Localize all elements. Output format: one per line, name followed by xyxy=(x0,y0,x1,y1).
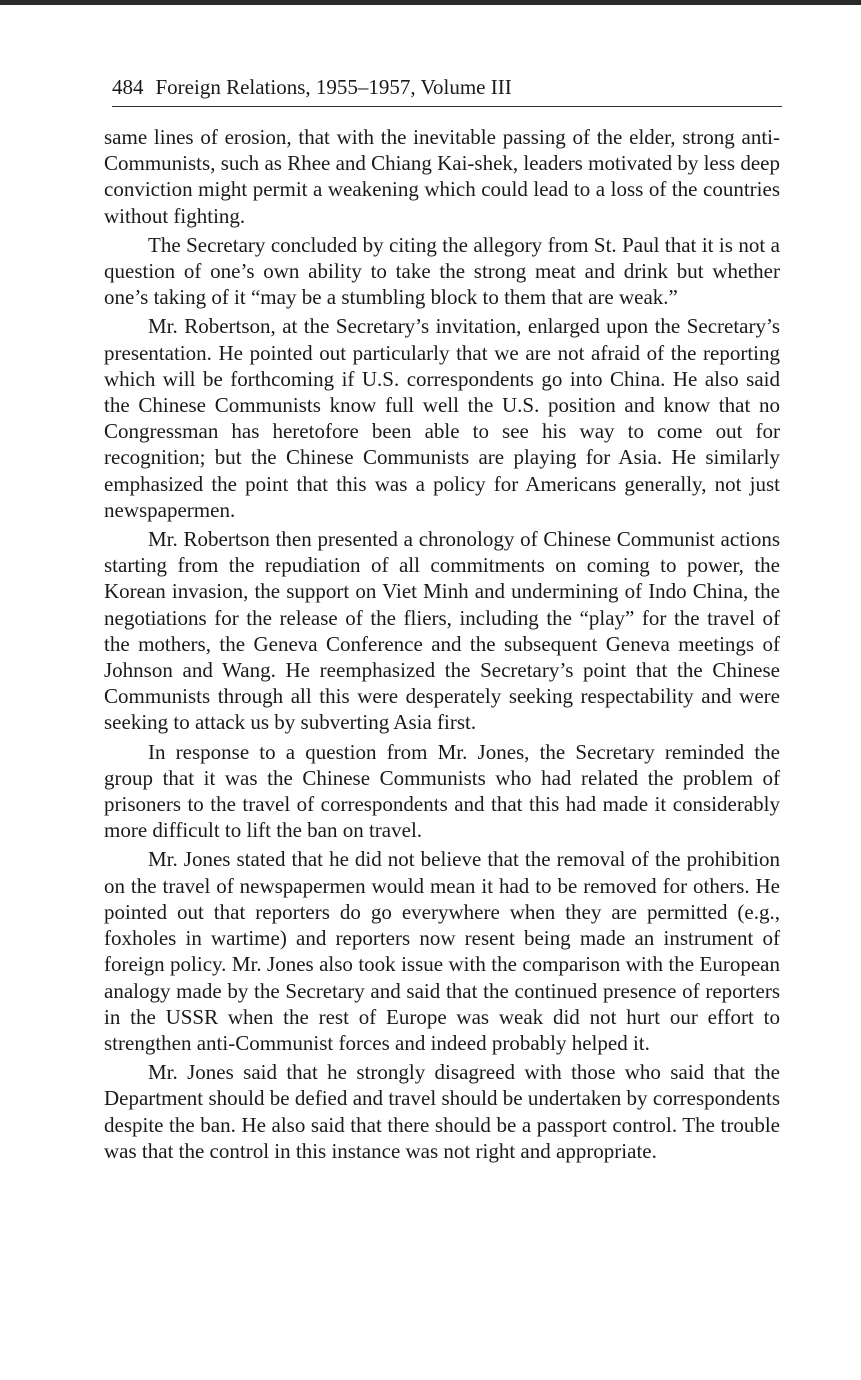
page-number: 484 xyxy=(112,75,144,99)
paragraph: Mr. Robertson, at the Secretary’s invitation, enlarged upon the Secretary’s presentation. He pointed out particularly that we are not afraid of the reporting which will be forthcoming if U.S. correspondents go into China. He also said the Chinese Communists know full well the U.S. position and know that no Congressman has heretofore been able to see his way to come out for recognition; but the Chinese Communists are playing for Asia. He similarly emphasized the point that this was a policy for Americans generally, not just newspapermen. xyxy=(104,314,780,522)
body-text xyxy=(104,124,780,1167)
running-title: Foreign Relations, 1955–1957, Volume III xyxy=(155,75,512,99)
running-header xyxy=(112,72,782,107)
page-top-edge xyxy=(0,0,861,5)
paragraph: Mr. Jones said that he strongly disagreed with those who said that the Department should be defied and travel should be undertaken by correspondents despite the ban. He also said that there should be a passport control. The trouble was that the control in this instance was not right and appropriate. xyxy=(104,1060,780,1163)
paragraph: Mr. Jones stated that he did not believe that the removal of the prohibition on the travel of newspapermen would mean it had to be removed for others. He pointed out that reporters do go everywhere when they are permitted (e.g., foxholes in wartime) and reporters now resent being made an instrument of foreign policy. Mr. Jones also took issue with the comparison with the European analogy made by the Secretary and said that the continued presence of reporters in the USSR when the rest of Europe was weak did not hurt our effort to strengthen anti-Communist forces and indeed probably helped it. xyxy=(104,847,780,1055)
paragraph: The Secretary concluded by citing the allegory from St. Paul that it is not a question of one’s own ability to take the strong meat and drink but whether one’s taking of it “may be a stumbling block to them that are weak.” xyxy=(104,232,780,310)
paragraph: Mr. Robertson then presented a chronology of Chinese Communist actions starting from the repudiation of all commitments on coming to power, the Korean invasion, the support on Viet Minh and undermining of Indo China, the negotiations for the release of the fliers, including the “play” for the travel of the mothers, the Geneva Conference and the subsequent Geneva meetings of Johnson and Wang. He reemphasized the Secretary’s point that the Chinese Communists through all this were desperately seeking respectability and were seeking to attack us by subverting Asia first. xyxy=(104,527,780,735)
paragraph: In response to a question from Mr. Jones, the Secretary reminded the group that it was the Chinese Communists who had related the problem of prisoners to the travel of correspondents and that this had made it considerably more difficult to lift the ban on travel. xyxy=(104,739,780,843)
paragraph-continuation: same lines of erosion, that with the inevitable passing of the elder, strong anti-Communists, such as Rhee and Chiang Kai-shek, leaders motivated by less deep conviction might permit a weakening which could lead to a loss of the countries without fighting. xyxy=(104,125,780,228)
